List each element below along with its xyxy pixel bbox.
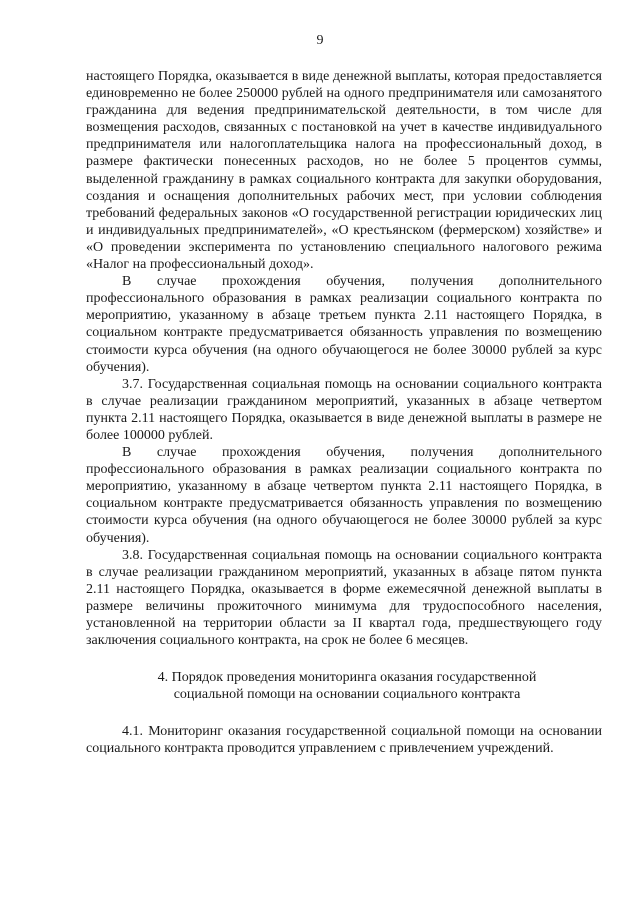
paragraph-4-1: 4.1. Мониторинг оказания государственной социальной помощи на основании социального контракта проводится управлением с привлечением учреждений. <box>86 724 602 757</box>
section-title <box>86 669 602 703</box>
paragraph-training-3-6: В случае прохождения обучения, получения дополнительного профессионального образования в рамках реализации социального контракта по мероприятию, указанному в абзаце третьем пункта 2.11 настоящего Порядка, в социальном контракте предусматривается обязанность управления по возмещению стоимости курса обучения (на одного обучающегося не более 30000 рублей за курс обучения). <box>86 274 602 375</box>
paragraph-training-3-7: В случае прохождения обучения, получения дополнительного профессионального образования в рамках реализации социального контракта по мероприятию, указанному в абзаце четвертом пункта 2.11 настоящего Порядка, в социальном контракте предусматривается обязанность управления по возмещению стоимости курса обучения (на одного обучающегося не более 30000 рублей за курс обучения). <box>86 445 602 546</box>
paragraph-3-8: 3.8. Государственная социальная помощь на основании социального контракта в случае реализации гражданином мероприятий, указанных в абзаце пятом пункта 2.11 настоящего Порядка, оказывается в форме ежемесячной денежной выплаты в размере величины прожиточного минимума для трудоспособного населения, установленной на территории области за II квартал года, предшествующего году заключения социального контракта, на срок не более 6 месяцев. <box>86 547 602 649</box>
paragraph-3-7: 3.7. Государственная социальная помощь на основании социального контракта в случае реализации гражданином мероприятий, указанных в абзаце четвертом пункта 2.11 настоящего Порядка, оказывается в виде денежной выплаты в размере не более 100000 рублей. <box>86 376 602 443</box>
section-title-line-1: 4. Порядок проведения мониторинга оказания государственной <box>157 670 537 686</box>
section-title-line-2: социальной помощи на основании социального контракта <box>173 687 521 703</box>
paragraph-continuation: настоящего Порядка, оказывается в виде денежной выплаты, которая предоставляется единовременно не более 250000 рублей на одного предпринимателя или самозанятого гражданина для ведения предпринимательской деятельности, в том числе для возмещения расходов, связанных с постановкой на учет в качестве индивидуального предпринимателя или налогоплательщика налога на профессиональный доход, в размере фактически понесенных расходов, но не более 5 процентов суммы, выделенной гражданину в рамках социального контракта для закупки оборудования, создания и оснащения дополнительных рабочих мест, при условии соблюдения требований федеральных законов «О государственной регистрации юридических лиц и индивидуальных предпринимателей», «О крестьянском (фермерском) хозяйстве» и «О проведении эксперимента по установлению специального налогового режима «Налог на профессиональный доход». <box>86 69 602 273</box>
page-number: 9 <box>316 33 324 48</box>
document-body <box>86 68 602 758</box>
